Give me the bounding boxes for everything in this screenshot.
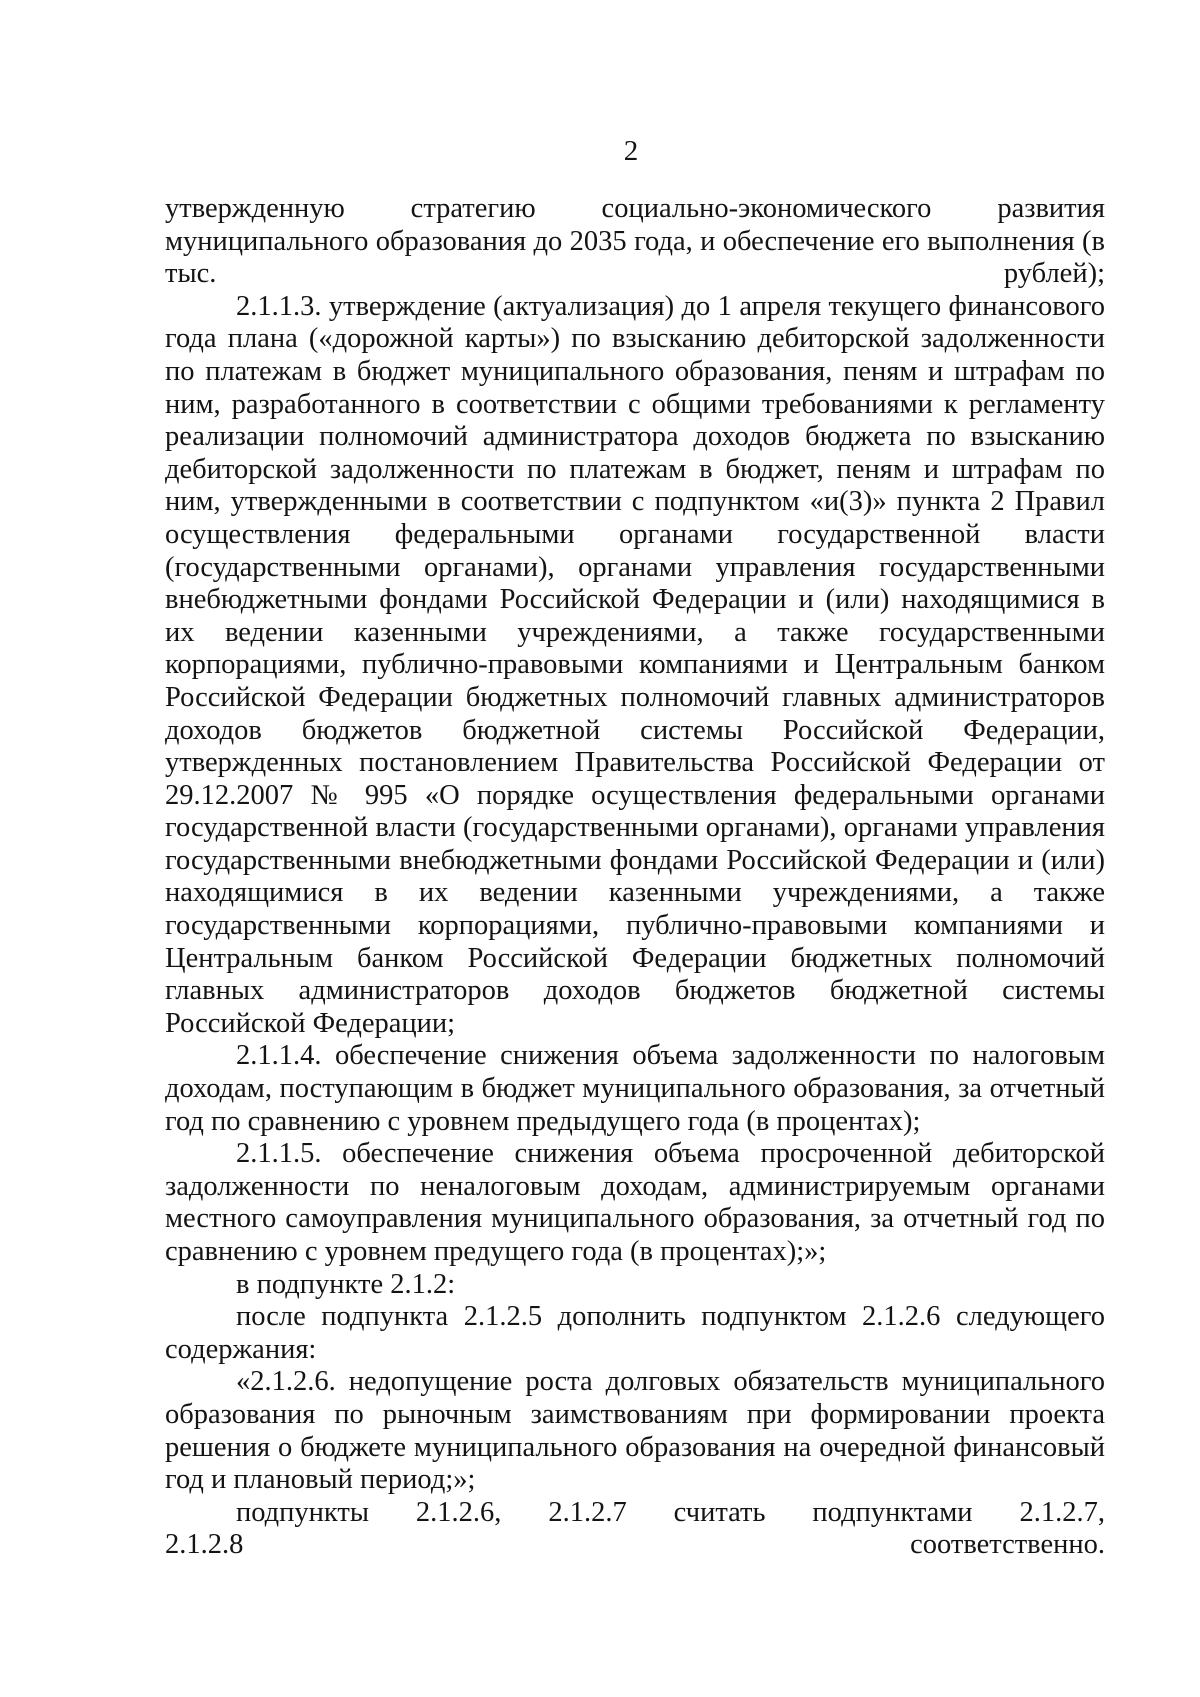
paragraph-renumbering: подпункты 2.1.2.6, 2.1.2.7 считать подпунктами 2.1.2.7, 2.1.2.8 соответственно. (165, 1496, 1105, 1561)
paragraph-after-2-1-2-5: после подпункта 2.1.2.5 дополнить подпунктом 2.1.2.6 следующего содержания: (165, 1301, 1105, 1365)
paragraph-2-1-1-5: 2.1.1.5. обеспечение снижения объема просроченной дебиторской задолженности по неналоговым доходам, администрируемым органами местного самоуправления муниципального образования, за отчетный год по сравнению с уровнем предущего года (в процентах);»; (165, 1138, 1105, 1267)
paragraph-subpoint-2-1-2: в подпункте 2.1.2: (236, 1268, 456, 1300)
document-body (165, 193, 1105, 1562)
page-number: 2 (623, 135, 639, 167)
paragraph-2-1-1-3: 2.1.1.3. утверждение (актуализация) до 1 апреля текущего финансового года плана («дорожной карты») по взысканию дебиторской задолженности по платежам в бюджет муниципального образования, пеням и штрафам по ним, разработанного в соответствии с общими требованиями к регламенту реализации полномочий администратора доходов бюджета по взысканию дебиторской задолженности по платежам в бюджет, пеням и штрафам по ним, утвержденными в соответствии с подпунктом «и(3)» пункта 2 Правил осуществления федеральными органами государственной власти (государственными органами), органами управления государственными внебюджетными фондами Российской Федерации и (или) находящимися в их ведении казенными учреждениями, а также государственными корпорациями, публично-правовыми компаниями и Центральным банком Российской Федерации бюджетных полномочий главных администраторов доходов бюджетов бюджетной системы Российской Федерации, утвержденных постановлением Правительства Российской Федерации от 29.12.2007 № 995 «О порядке осуществления федеральными органами государственной власти (государственными органами), органами управления государственными внебюджетными фондами Российской Федерации и (или) находящимися в их ведении казенными учреждениями, а также государственными корпорациями, публично-правовыми компаниями и Центральным банком Российской Федерации бюджетных полномочий главных администраторов доходов бюджетов бюджетной системы Российской Федерации; (165, 290, 1105, 1039)
paragraph-strategy-continuation: утвержденную стратегию социально-экономического развития муниципального образования до 2035 года, и обеспечение его выполнения (в тыс. рублей); (165, 193, 1105, 290)
paragraph-2-1-1-4: 2.1.1.4. обеспечение снижения объема задолженности по налоговым доходам, поступающим в бюджет муниципального образования, за отчетный год по сравнению с уровнем предыдущего года (в процентах); (165, 1040, 1105, 1137)
paragraph-2-1-2-6: «2.1.2.6. недопущение роста долговых обязательств муниципального образования по рыночным заимствованиям при формировании проекта решения о бюджете муниципального образования на очередной финансовый год и плановый период;»; (165, 1366, 1105, 1496)
